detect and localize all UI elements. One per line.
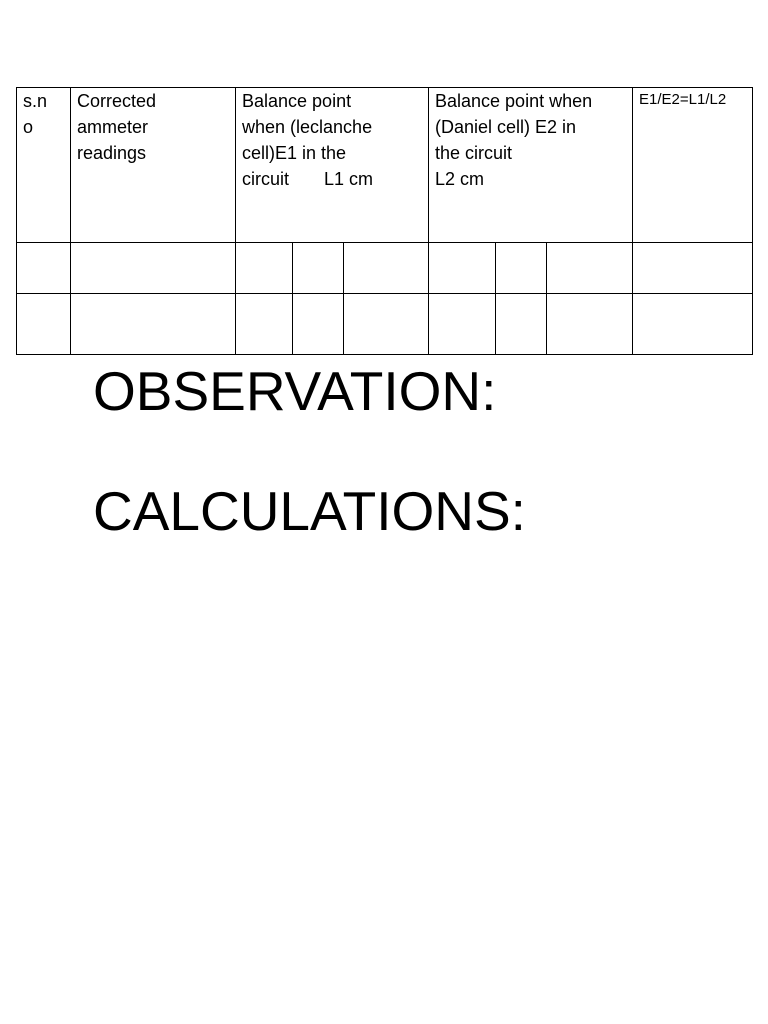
- table-cell: [17, 243, 71, 294]
- table-cell: [547, 243, 633, 294]
- table-row: [17, 243, 753, 294]
- table-cell: [71, 243, 236, 294]
- table-header-row: [17, 88, 753, 243]
- table-row: [17, 294, 753, 355]
- header-cell-ratio: [633, 88, 753, 243]
- table-cell: [633, 243, 753, 294]
- calculations-heading: CALCULATIONS:: [93, 480, 526, 542]
- header-cell-balance-point-daniel: [429, 88, 633, 243]
- header-cell-serial-number: [17, 88, 71, 243]
- table-cell: [547, 294, 633, 355]
- table-cell: [293, 294, 344, 355]
- table-cell: [496, 243, 547, 294]
- table-cell: [429, 294, 496, 355]
- header-label-ratio: E1/E2=L1/L2: [639, 91, 727, 108]
- table-cell: [71, 294, 236, 355]
- header-cell-ammeter-readings: [71, 88, 236, 243]
- table-cell: [496, 294, 547, 355]
- table-cell: [17, 294, 71, 355]
- table-cell: [236, 243, 293, 294]
- header-label-serial-number: s.n o: [23, 91, 48, 137]
- table-cell: [236, 294, 293, 355]
- header-label-balance-point-leclanche: Balance point when (leclanche cell)E1 in the circuit L1 cm: [242, 91, 374, 189]
- header-label-balance-point-daniel: Balance point when (Daniel cell) E2 in the circuit L2 cm: [435, 91, 593, 189]
- header-label-ammeter-readings: Corrected ammeter readings: [77, 91, 157, 163]
- header-cell-balance-point-leclanche: [236, 88, 429, 243]
- table-cell: [344, 243, 429, 294]
- table-cell: [429, 243, 496, 294]
- table-cell: [344, 294, 429, 355]
- observation-heading: OBSERVATION:: [93, 360, 497, 422]
- observation-table: [16, 87, 753, 355]
- table-cell: [633, 294, 753, 355]
- table-cell: [293, 243, 344, 294]
